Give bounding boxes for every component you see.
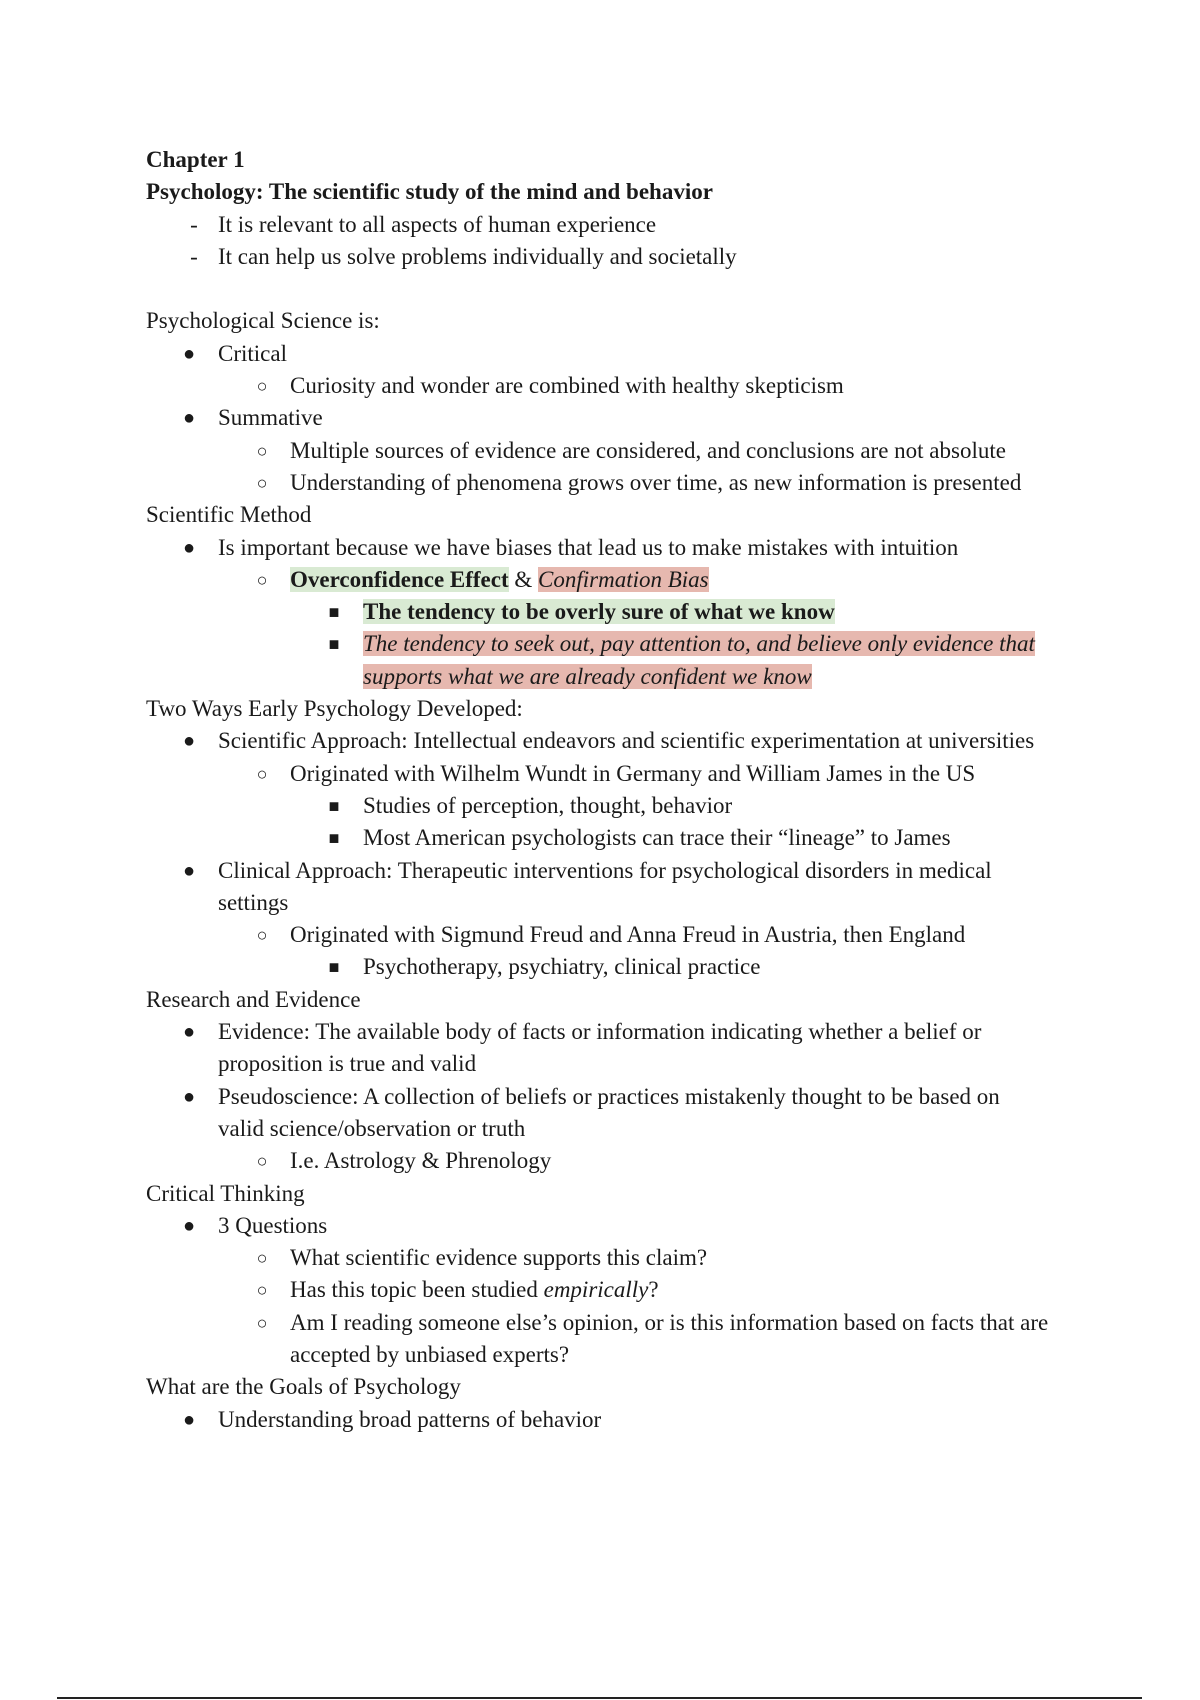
list-item: [146, 564, 1106, 596]
list-item: [146, 1210, 1106, 1242]
list-item: [146, 628, 1106, 660]
list-item-text: Multiple sources of evidence are considered, and conclusions are not absolute: [290, 437, 1006, 463]
list-item-text: Pseudoscience: A collection of beliefs or practices mistakenly thought to be based on: [218, 1083, 1000, 1109]
bullet-icon: ●: [182, 859, 196, 882]
list-item-text: ?: [648, 1277, 659, 1303]
list-item: [146, 532, 1106, 564]
list-item: [146, 467, 1106, 499]
circle-bullet-icon: ○: [256, 1248, 268, 1269]
list-item: [146, 1242, 1106, 1274]
list-item: [146, 919, 1106, 951]
list-item-text: Understanding of phenomena grows over time, as new information is presented: [290, 469, 1022, 495]
circle-bullet-icon: ○: [256, 440, 268, 461]
section-title: Psychological Science is:: [146, 308, 380, 334]
list-item-text: Studies of perception, thought, behavior: [363, 792, 733, 818]
bullet-icon: ●: [182, 407, 196, 430]
circle-bullet-icon: ○: [256, 1312, 268, 1333]
list-item-text: Scientific Approach: Intellectual endeavors and scientific experimentation at universities: [218, 728, 1035, 754]
list-item-text: I.e. Astrology & Phrenology: [290, 1148, 552, 1174]
list-item: [146, 855, 1106, 887]
bullet-icon: ●: [182, 536, 196, 559]
list-item-text: Summative: [218, 405, 323, 431]
list-item-text: What scientific evidence supports this claim?: [290, 1245, 708, 1271]
section-title: Research and Evidence: [146, 986, 361, 1012]
blank-line: [146, 273, 1106, 305]
list-item-continuation: proposition is true and valid: [218, 1051, 477, 1077]
square-bullet-icon: ■: [328, 828, 340, 849]
dash-marker: -: [190, 243, 198, 269]
list-item: [146, 209, 1106, 241]
list-item-text: Originated with Wilhelm Wundt in Germany and William James in the US: [290, 760, 976, 786]
list-item-text: Understanding broad patterns of behavior: [218, 1406, 602, 1432]
circle-bullet-icon: ○: [256, 925, 268, 946]
bullet-icon: ●: [182, 1408, 196, 1431]
list-item-text: Clinical Approach: Therapeutic interventions for psychological disorders in medical: [218, 857, 992, 883]
list-item-continuation: accepted by unbiased experts?: [290, 1341, 570, 1367]
circle-bullet-icon: ○: [256, 472, 268, 493]
list-item: [146, 1016, 1106, 1048]
list-item-text: Has this topic been studied: [290, 1277, 544, 1303]
circle-bullet-icon: ○: [256, 1151, 268, 1172]
page-title: Psychology: The scientific study of the mind and behavior: [146, 179, 713, 205]
circle-bullet-icon: ○: [256, 763, 268, 784]
list-item: [146, 338, 1106, 370]
section-title: Two Ways Early Psychology Developed:: [146, 696, 523, 722]
list-item: [146, 1404, 1106, 1436]
list-item: [146, 951, 1106, 983]
list-item: [146, 596, 1106, 628]
list-item-text: 3 Questions: [218, 1212, 328, 1238]
list-item: [146, 1145, 1106, 1177]
list-item: [146, 241, 1106, 273]
list-item-text: Most American psychologists can trace their “lineage” to James: [363, 825, 951, 851]
dash-marker: -: [190, 211, 198, 237]
circle-bullet-icon: ○: [256, 376, 268, 397]
ampersand: &: [514, 566, 533, 592]
overconfidence-definition: The tendency to be overly sure of what we know: [363, 599, 835, 625]
circle-bullet-icon: ○: [256, 569, 268, 590]
bullet-icon: ●: [182, 342, 196, 365]
list-item-text: It is relevant to all aspects of human experience: [218, 211, 657, 237]
bullet-icon: ●: [182, 1021, 196, 1044]
bullet-icon: ●: [182, 730, 196, 753]
section-title: Scientific Method: [146, 502, 312, 528]
square-bullet-icon: ■: [328, 795, 340, 816]
list-item: [146, 822, 1106, 854]
list-item: [146, 790, 1106, 822]
confirmation-definition: The tendency to seek out, pay attention to, and believe only evidence that: [363, 631, 1035, 657]
document-page: [146, 144, 1106, 1436]
list-item: [146, 1274, 1106, 1306]
list-item-text: Psychotherapy, psychiatry, clinical practice: [363, 954, 761, 980]
list-item: [146, 758, 1106, 790]
list-item-text: Critical: [218, 340, 287, 366]
emphasis-text: empirically: [543, 1277, 649, 1303]
list-item-continuation: valid science/observation or truth: [218, 1115, 526, 1141]
list-item: [146, 402, 1106, 434]
confirmation-term: Confirmation Bias: [538, 566, 709, 592]
list-item-text: Curiosity and wonder are combined with healthy skepticism: [290, 373, 844, 399]
section-title: What are the Goals of Psychology: [146, 1374, 461, 1400]
list-item-continuation: [146, 661, 1106, 693]
circle-bullet-icon: ○: [256, 1280, 268, 1301]
list-item-continuation: settings: [218, 889, 289, 915]
list-item-text: Am I reading someone else’s opinion, or is this information based on facts that are: [290, 1309, 1049, 1335]
footer-divider: [57, 1697, 1142, 1699]
section-title: Critical Thinking: [146, 1180, 305, 1206]
bullet-icon: ●: [182, 1085, 196, 1108]
bullet-icon: ●: [182, 1214, 196, 1237]
list-item-text: It can help us solve problems individually and societally: [218, 243, 737, 269]
list-item-text: Is important because we have biases that lead us to make mistakes with intuition: [218, 534, 959, 560]
list-item: [146, 435, 1106, 467]
list-item: [146, 725, 1106, 757]
list-item: [146, 1081, 1106, 1113]
chapter-heading: Chapter 1: [146, 147, 245, 172]
square-bullet-icon: ■: [328, 602, 340, 623]
list-item: [146, 1307, 1106, 1339]
list-item: [146, 370, 1106, 402]
confirmation-definition: supports what we are already confident we know: [363, 663, 812, 689]
square-bullet-icon: ■: [328, 634, 340, 655]
overconfidence-term: Overconfidence Effect: [290, 566, 509, 592]
list-item-text: Evidence: The available body of facts or information indicating whether a belief or: [218, 1019, 982, 1045]
square-bullet-icon: ■: [328, 957, 340, 978]
list-item-text: Originated with Sigmund Freud and Anna Freud in Austria, then England: [290, 922, 966, 948]
